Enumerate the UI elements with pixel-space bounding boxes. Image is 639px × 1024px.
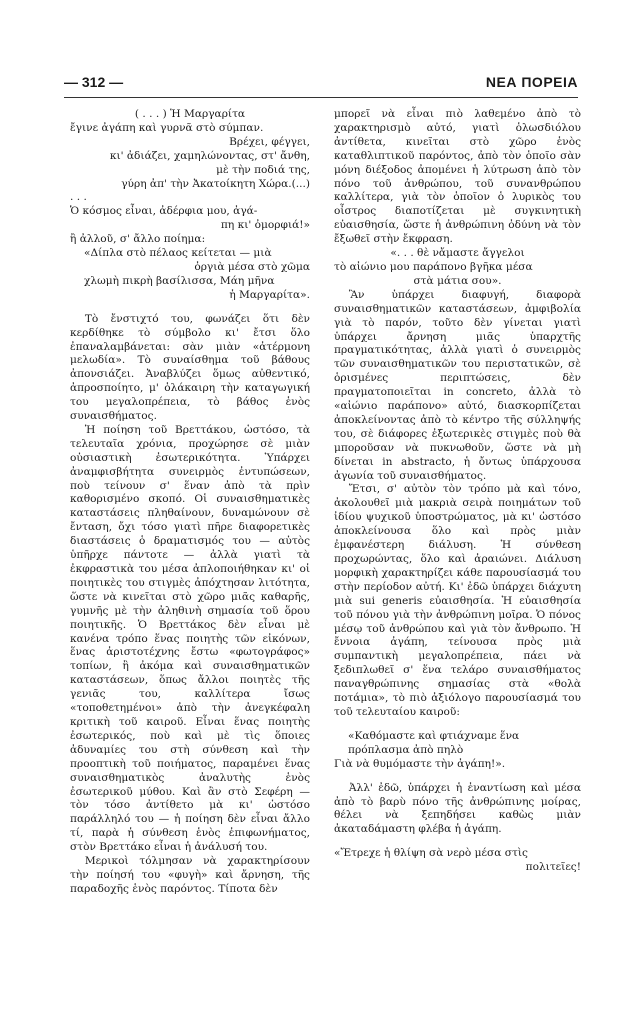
verse-line: «Δίπλα στὸ πέλαος κείτεται — μιὰ (84, 247, 272, 260)
verse-intro-line: ἢ ἀλλοῦ, σ' ἄλλο ποίημα: (70, 233, 206, 246)
body-paragraph: μπορεῖ νὰ εἶναι πιὸ λαθεμένο ἀπὸ τὸ χαρακτηρισμὸ αὐτό, γιατὶ ὁλωσδιόλου ἀντίθετα, κινεῖται στὸ χῶρο ἑνὸς καταθλιπτικοῦ παρόντος, ἀπὸ τὸν ὁποῖο σὰν μόνη διέξοδος ἀπομένει ἡ λύτρωση ἀπὸ τὸν πόνο τοῦ ἀνθρώπου, τοῦ συνανθρώπου καλλίτερα, γιὰ τὸν ὁποῖον ὁ λυρικὸς του οἶστρος διαποτίζεται μὲ συγκινητικὴ εὐαισθησία, ὥστε ἡ ἀνθρώπινη ὀδύνη νὰ τὸν ἔξωθεῖ στὴν ἔκφραση. (334, 108, 581, 246)
verse-line: χλωμὴ πικρὴ βασίλισσα, Μάη μῆνα (84, 274, 275, 287)
verse-quote-angels (334, 247, 581, 289)
verse-line: «Καθόμαστε καὶ φτιάχναμε ἕνα πρόπλασμα ἀπὸ πηλὸ (348, 729, 520, 756)
verse-line: ἡ Μαργαρίτα». (229, 288, 310, 301)
header-rule (64, 97, 578, 98)
verse-line: τὸ αἰώνιο μου παράπονο βγῆκα μέσα (334, 260, 533, 273)
verse-quote-clay (334, 730, 581, 772)
body-paragraph: Ἔτσι, σ' αὐτὸν τὸν τρόπο μὰ καὶ τόνο, ἀκολουθεῖ μιὰ μακριὰ σειρὰ ποιημάτων τοῦ ἰδίου ψυχικοῦ ὑποστρώματος, μὰ κι' ὡστόσο ἀποκλείνουσα ὅλο καὶ πρὸς μιὰν ἐμφανέστερη διάλυση. Ἡ σύνθεση προχωρώντας, ὅλο καὶ ἀραιώνει. Διάλυση μορφικὴ χαρακτηρίζει κάθε παρουσίασμά του στὴν περίοδον αὐτή. Κι' ἐδῶ ὑπάρχει διάχυτη μιὰ sui generis εὐαισθησία. Ἡ εὐαισθησία τοῦ πόνου γιὰ τὴν ἀνθρώπινη μοῖρα. Ὁ πόνος μέσῳ τοῦ ἀνθρώπου καὶ γιὰ τὸν ἄνθρωπο. Ἡ ἔννοια ἀγάπη, τείνουσα πρὸς μιὰ συμπαντικὴ μεγαλοπρέπεια, πάει νὰ ξεδιπλωθεῖ σ' ἕνα τελάρο συναισθήματος παναγθρώπινης σημασίας στὰ «θολὰ ποτάμια», τὸ πιὸ ἀξιόλογο παρουσίασμά του τοῦ τελευταίου καιροῦ: (334, 483, 581, 718)
verse-line: «. . . θὲ νἄμαστε ἄγγελοι (390, 247, 525, 260)
verse-line: Ὁ κόσμος εἶναι, ἀδέρφια μου, ἀγά- (70, 205, 258, 218)
verse-line: γύρη ἀπ' τὴν Ἀκατοίκητη Χώρα.(...) (121, 177, 310, 190)
verse-line: ὀργιὰ μέσα στὸ χῶμα (194, 260, 310, 273)
verse-ellipsis: . . . (70, 191, 87, 204)
verse-line: Βρέχει, φέγγει, (229, 135, 310, 148)
body-paragraph: Ἂν ὑπάρχει διαφυγή, διαφορὰ συναισθηματικῶν καταστάσεων, ἀμφιβολία γιὰ τὸ παρόν, τοῦτο δὲν γίνεται γιατὶ ὑπάρχει ἄρνηση μιᾶς ὑπαρχτῆς πραγματικότητας, ἀλλὰ γιατὶ ὁ συνειρμὸς τῶν συναισθηματικῶν του περιστατικῶν, σὲ ὁρισμένες περιπτώσεις, δὲν πραγματοποιεῖται in concreto, ἀλλὰ τὸ «αἰώνιο παράπονο» αὐτό, διασκορπίζεται ἀποκλείνοντας ἀπὸ τὸ κέντρο τῆς σύλληψής του, σὲ διάφορες ἐξωτερικὲς στιγμὲς ποὺ θὰ μποροῦσαν νὰ πυκνωθοῦν, ὥστε νὰ μὴ δίνεται in abstracto, ἡ ὄντως ὑπάρχουσα ἀγωνία τοῦ συναισθήματος. (334, 288, 581, 482)
right-column (334, 108, 581, 875)
page-number: — 312 — (64, 74, 124, 90)
verse-line: Γιὰ νὰ θυμόμαστε τὴν ἀγάπη!». (334, 757, 506, 770)
body-paragraph: Ἡ ποίηση τοῦ Βρεττάκου, ὡστόσο, τὰ τελευταῖα χρόνια, προχώρησε σὲ μιὰν οὐσιαστικὴ ἐσωτερικότητα. Ὑπάρχει ἀναμφισβήτητα συνειρμὸς ἐντυπώσεων, ποὺ τείνουν σ' ἕναν ἀπὸ τὰ πρὶν καθορισμένο σκοπό. Οἱ συναισθηματικὲς καταστάσεις πληθαίνουν, δυναμώνουν σὲ ἔνταση, ὄχι τόσο γιατὶ πῆρε διαφορετικὲς διαστάσεις ὁ δραματισμός του — αὐτὸς ὑπῆρχε πάντοτε — ἀλλὰ γιατὶ τὰ ἐκφραστικὰ του μέσα ἀπλοποιήθηκαν κι' οἱ ποιητικὲς του στιγμὲς ἀπόχτησαν λιτότητα, ὥστε νὰ κινεῖται στὸ χῶρο μιᾶς καθαρῆς, γυμνῆς μὲ τὴν ἀληθινὴ σημασία τοῦ ὅρου ποιητικῆς. Ὁ Βρεττάκος δὲν εἶναι μὲ κανένα τρόπο ἕνας ποιητὴς τῶν εἰκόνων, ἕνας ἀριστοτέχνης ἔστω «φωτογράφος» τοπίων, ἢ ἀκόμα καὶ συναισθηματικῶν καταστάσεων, ὅπως ἄλλοι ποιητὲς τῆς γενιᾶς του, καλλίτερα ἴσως «τοποθετημένοι» ἀπὸ τὴν ἀνεγκέφαλη κριτικὴ τοῦ καιροῦ. Εἶναι ἕνας ποιητὴς ἐσωτερικός, ποὺ καὶ μὲ τὶς ὅποιες ἀδυναμίες του στὴ σύνθεση καὶ τὴν προοπτικὴ τοῦ ποιήματος, παραμένει ἕνας συναισθηματικὸς ἀναλυτὴς ἑνὸς ἐσωτερικοῦ μύθου. Καὶ ἂν στὸ Σεφέρη — τὸν τόσο ἀντίθετο μὰ κι' ὡστόσο παράλληλό του — ἡ ποίηση δὲν εἶναι ἄλλο τί, παρὰ ἡ σύνθεση ἑνὸς ἐπιφωνήματος, στὸν Βρεττάκο εἶναι ἡ ἀνάλυσή του. (70, 423, 310, 854)
body-paragraph: Ἀλλ' ἐδῶ, ὑπάρχει ἡ ἐναντίωση καὶ μέσα ἀπὸ τὸ βαρὺ πόνο τῆς ἀνθρώπινης μοίρας, θέλει νὰ ξεπηδήσει καθὼς μιὰν ἀκαταδάμαστη φλέβα ἡ ἀγάπη. (334, 781, 581, 836)
body-paragraph: Τὸ ἔνστιχτό του, φωνάζει ὅτι δὲν κερδίθηκε τὸ σύμβολο κι' ἔτσι ὅλο ἐπαναλαμβάνεται: σὰν μιὰν «ἀτέρμονη μελωδία». Τὸ συναίσθημα τοῦ βάθους ἀπονσιάζει. Ἀναβλύζει ὅμως αὐθεντικό, ἀπροσποίητο, μ' ὁλάκαιρη τὴν καταγωγική του μεγαλοπρέπεια, τὸ βάθος ἑνὸς συναισθήματος. (70, 312, 310, 423)
verse-line: πολιτεῖες! (525, 861, 581, 874)
page-header (64, 74, 578, 94)
poem-excerpt-margarita (70, 108, 310, 303)
verse-line: μὲ τὴν ποδιά της, (216, 163, 310, 176)
verse-line: πη κι' ὀμορφιά!» (220, 219, 310, 232)
journal-title: ΝΕΑ ΠΟΡΕΙΑ (485, 74, 578, 90)
verse-line: ( . . . ) Ἡ Μαργαρίτα (134, 108, 246, 120)
verse-quote-sorrow (334, 847, 581, 875)
verse-line: κι' ἀδιάζει, χαμηλώνοντας, στ' ἄνθη, (109, 149, 310, 162)
left-column (70, 108, 310, 897)
verse-line: στὰ μάτια σου». (413, 274, 502, 287)
body-paragraph: Μερικοὶ τόλμησαν νὰ χαρακτηρίσουν τὴν ποίησή του «φυγὴ» καὶ ἄρνηση, τῆς παραδοχῆς ἑνὸς παρόντος. Τίποτα δὲν (70, 855, 310, 895)
verse-line: «Ἔτρεχε ἡ θλίψη σὰ νερὸ μέσα στὶς (334, 847, 528, 860)
verse-line: ἔγινε ἀγάπη καὶ γυρνᾶ στὸ σύμπαν. (70, 121, 264, 134)
